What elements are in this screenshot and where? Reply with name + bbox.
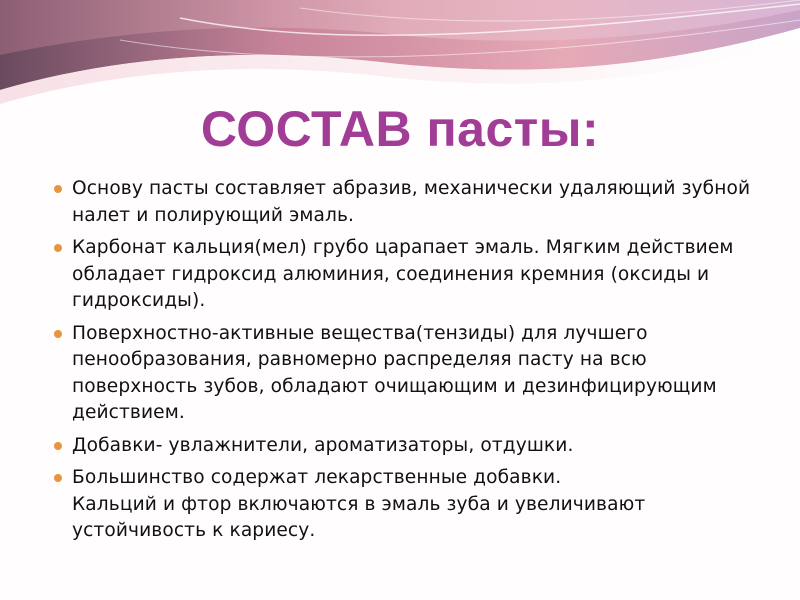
bullet-icon xyxy=(54,185,62,193)
bullet-icon xyxy=(54,330,62,338)
slide-title: СОСТАВ пасты: xyxy=(200,101,600,157)
bullet-icon xyxy=(54,442,62,450)
list-item xyxy=(46,465,756,545)
bullet-list xyxy=(46,176,756,551)
bullet-icon xyxy=(54,244,62,252)
bullet-text: Карбонат кальция(мел) грубо царапает эмаль. Мягким действием обладает гидроксид алюминия, соединения кремния (оксиды и гидроксиды). xyxy=(72,237,734,311)
list-item xyxy=(46,321,756,427)
list-item xyxy=(46,235,756,315)
list-item xyxy=(46,176,756,229)
bullet-icon xyxy=(54,474,62,482)
bullet-text: Основу пасты составляет абразив, механически удаляющий зубной налет и полирующий эмаль. xyxy=(72,178,751,226)
bullet-text: Поверхностно-активные вещества(тензиды) для лучшего пенообразования, равномерно распределяя пасту на всю поверхность зубов, обладают очищающим и дезинфицирующим действием. xyxy=(72,322,717,423)
list-item xyxy=(46,433,756,460)
bullet-text: Добавки- увлажнители, ароматизаторы, отдушки. xyxy=(72,434,574,456)
bullet-text: Большинство содержат лекарственные добавки. Кальций и фтор включаются в эмаль зуба и увеличивают устойчивость к кариесу. xyxy=(72,467,646,541)
